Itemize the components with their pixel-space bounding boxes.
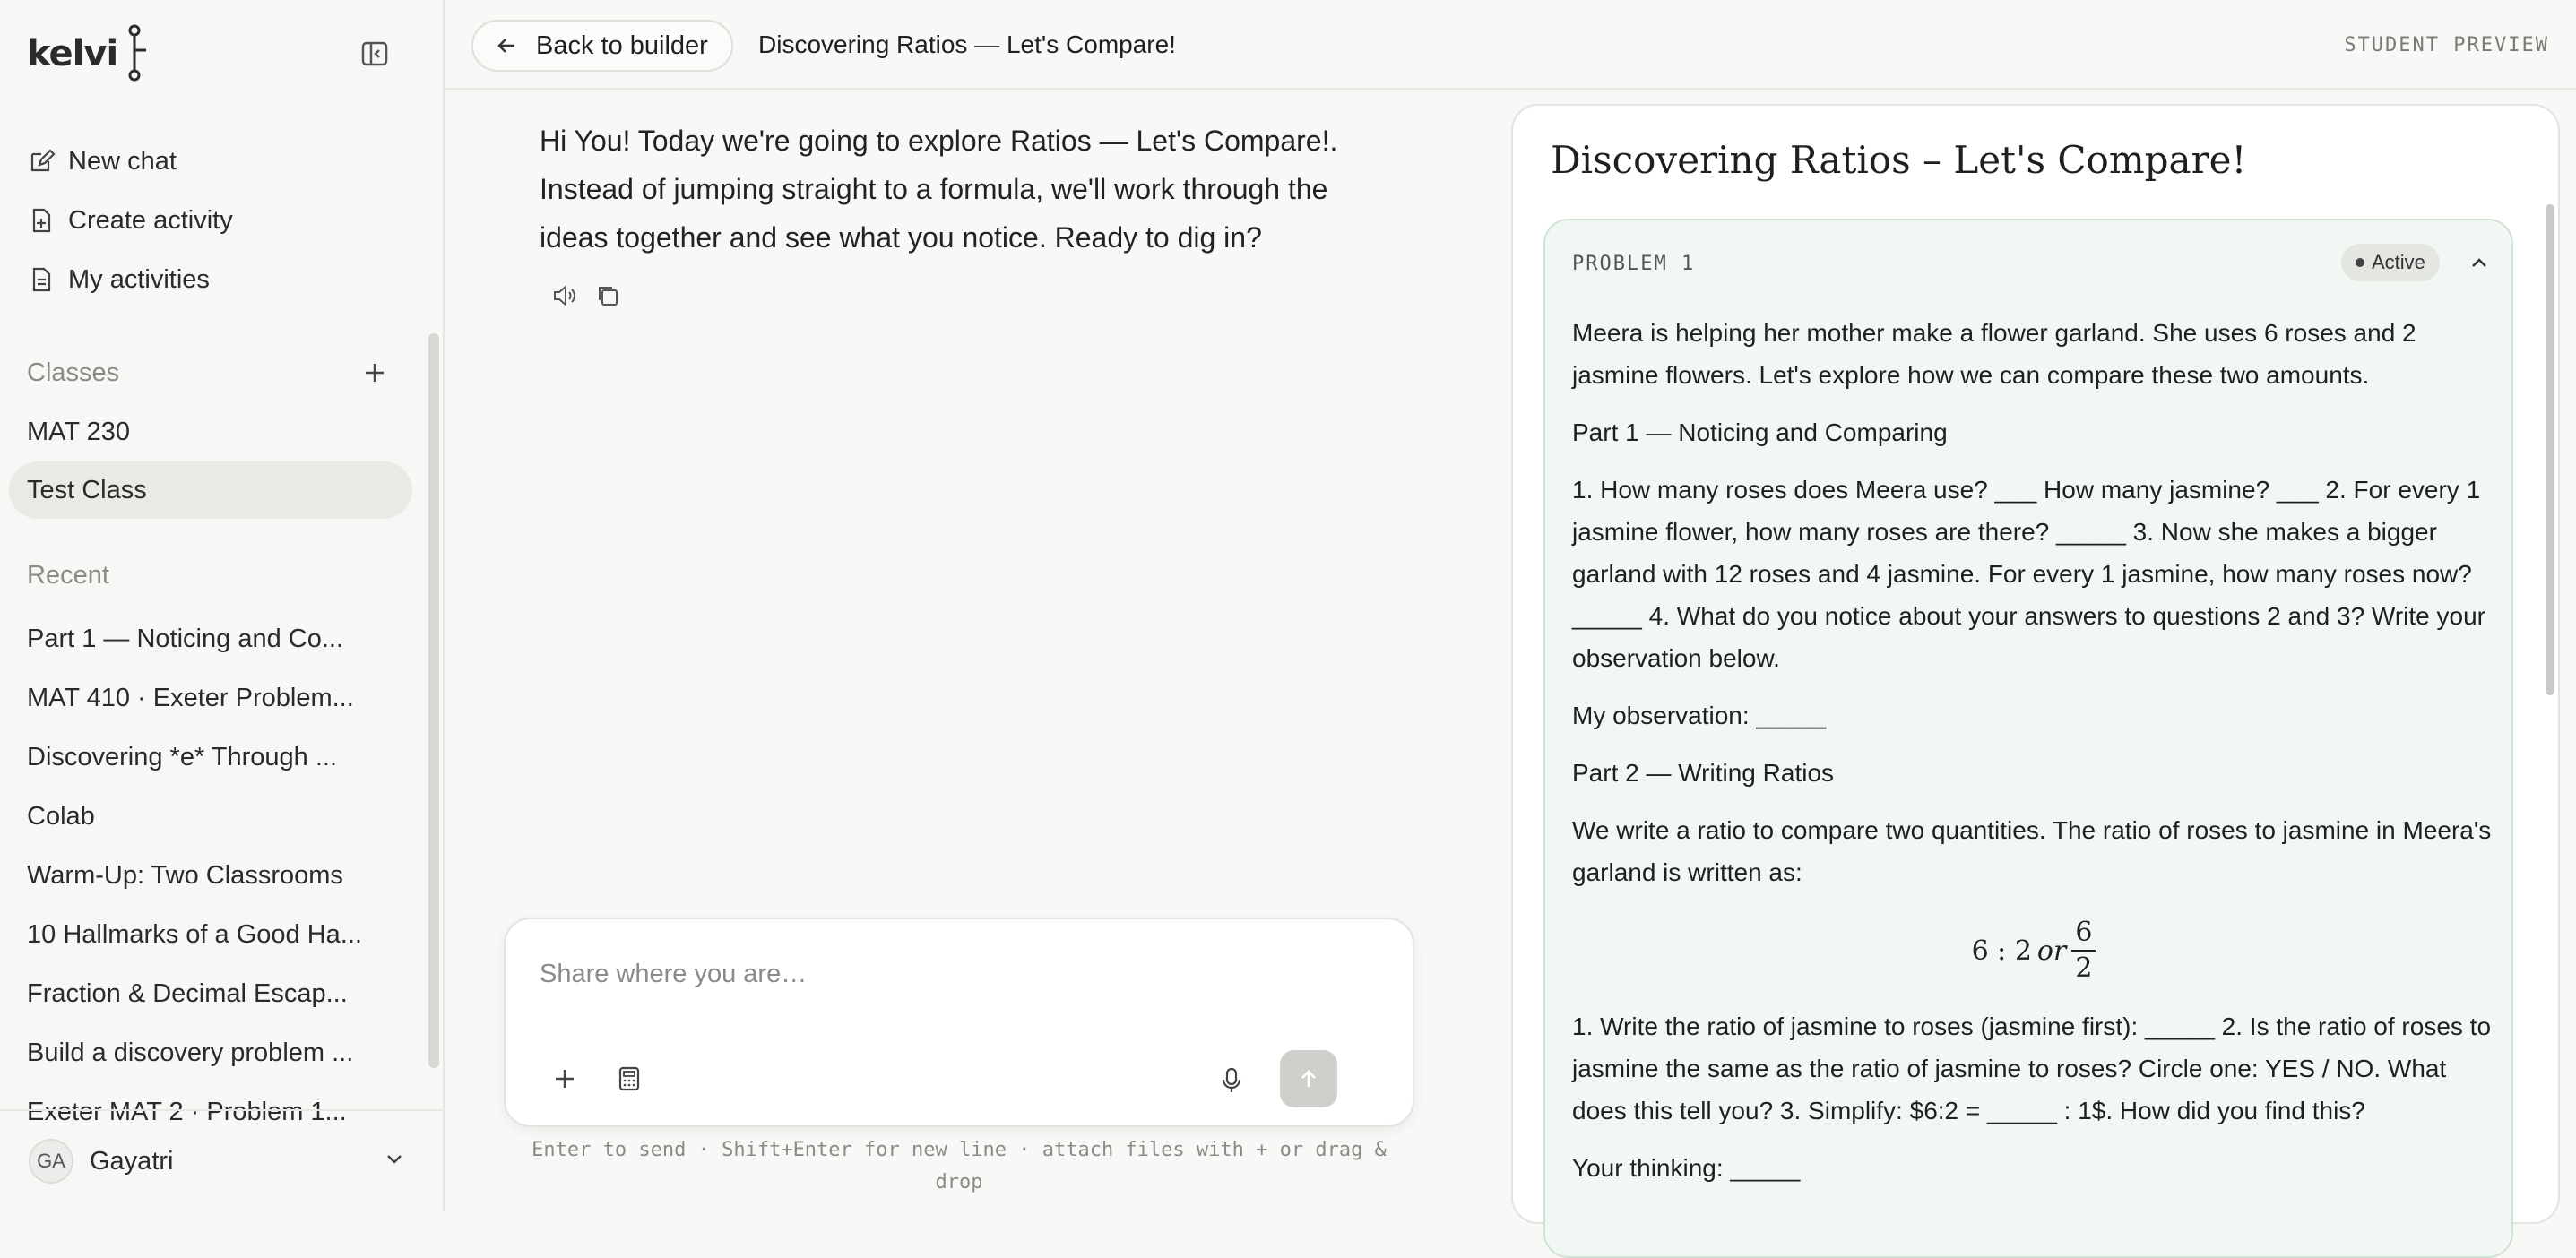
recent-heading: Recent [27,561,109,590]
microphone-icon [1220,1066,1243,1095]
add-class-button[interactable] [359,357,391,389]
class-item-test-class[interactable]: Test Class [9,461,412,519]
recent-item[interactable]: Build a discovery problem ... [27,1038,354,1067]
user-name: Gayatri [90,1146,174,1176]
voice-input-button[interactable] [1212,1061,1251,1100]
chevron-down-icon [382,1147,407,1172]
plus-icon [552,1066,577,1091]
edit-icon [27,147,56,176]
recent-item[interactable]: Colab [27,801,95,831]
speaker-icon [551,282,578,309]
activity-title: Discovering Ratios – Let's Compare! [1551,138,2247,182]
collapse-sidebar-button[interactable] [359,38,391,70]
kelvi-logo[interactable] [27,25,150,82]
recent-item[interactable]: Exeter MAT 2 · Problem 1... [27,1097,347,1126]
message-composer [504,918,1414,1127]
document-icon [27,265,56,294]
message-input[interactable] [540,952,1346,996]
logo-text: kelvi [27,33,118,74]
copy-icon [594,282,621,309]
plus-icon [363,361,386,384]
ratio-formula [1572,909,2495,993]
my-activities-link[interactable] [27,258,210,301]
fraction-denominator: 2 [2075,952,2093,984]
ratio-colon-form: 6 : 2 [1971,935,2032,967]
problem-label: PROBLEM 1 [1572,253,1696,275]
copy-button[interactable] [593,281,622,310]
status-badge [2341,244,2440,281]
recent-list [27,609,403,1126]
thinking-prompt: Your thinking: _____ [1572,1154,1801,1182]
calculator-icon [617,1065,642,1092]
recent-item[interactable]: Warm-Up: Two Classrooms [27,860,343,890]
create-activity-link[interactable] [27,199,233,242]
problem-body [1572,312,2495,1204]
observation-prompt: My observation: _____ [1572,702,1827,729]
calculator-button[interactable] [609,1059,649,1099]
top-bar [445,0,2576,90]
part1-heading: Part 1 — Noticing and Comparing [1572,418,1948,446]
ratio-or-text: or [2036,935,2067,967]
status-text: Active [2372,251,2425,273]
recent-item[interactable]: Discovering *e* Through ... [27,742,338,771]
part2-intro: We write a ratio to compare two quantities. The ratio of roses to jasmine in Meera's garland is written as: [1572,816,2492,886]
page-title: Discovering Ratios — Let's Compare! [758,30,1176,58]
class-item-mat-230[interactable]: MAT 230 [27,417,130,446]
problem-intro: Meera is helping her mother make a flower garland. She uses 6 roses and 2 jasmine flowers. Let's explore how we can compare these two amounts. [1572,319,2416,389]
problem-card [1543,219,2513,1258]
attach-button[interactable] [545,1059,584,1099]
recent-item[interactable]: Fraction & Decimal Escap... [27,978,348,1008]
classes-heading: Classes [27,358,120,387]
new-chat-link[interactable] [27,140,177,183]
sidebar [0,0,445,1211]
sidebar-toggle-icon [360,39,389,68]
composer-hint: Enter to send · Shift+Enter for new line · attach files with + or drag & drop [532,1139,1387,1193]
part2-questions: 1. Write the ratio of jasmine to roses (jasmine first): _____ 2. Is the ratio of roses to jasmine the same as the ratio of jasmine to roses? Circle one: YES / NO. What does this tell you? 3. Simplify: $6:2 = _____ : 1$. How did you find this? [1572,1012,2492,1124]
back-to-builder-label: Back to builder [536,30,708,60]
recent-item[interactable]: 10 Hallmarks of a Good Ha... [27,919,362,949]
my-activities-label: My activities [68,264,210,294]
student-preview-panel [1511,104,2560,1224]
part2-heading: Part 2 — Writing Ratios [1572,759,1835,787]
collapse-problem-button[interactable] [2463,247,2495,280]
recent-item[interactable]: MAT 410 · Exeter Problem... [27,683,354,712]
status-dot-icon [2356,258,2364,267]
user-menu[interactable] [0,1109,443,1211]
part1-questions: 1. How many roses does Meera use? ___ How many jasmine? ___ 2. For every 1 jasmine flower, how many roses are there? _____ 3. Now she makes a bigger garland with 12 roses and 4 jasmine. For every 1 jasmine, how many roses now? _____ 4. What do you notice about your answers to questions 2 and 3? Write your observation below. [1572,476,2485,672]
recent-item[interactable]: Part 1 — Noticing and Co... [27,624,343,653]
back-to-builder-button[interactable] [471,20,733,72]
read-aloud-button[interactable] [550,281,579,310]
ratio-fraction [2071,916,2096,986]
send-button[interactable] [1280,1050,1337,1107]
mode-badge: STUDENT PREVIEW [2344,34,2549,56]
message-actions [550,281,622,310]
new-chat-label: New chat [68,146,177,176]
arrow-left-icon [495,33,520,58]
file-plus-icon [27,206,56,235]
assistant-message: Hi You! Today we're going to explore Ratios — Let's Compare!. Instead of jumping straight to a formula, we'll work through the ideas together and see what you notice. Ready to dig in? [540,125,1338,254]
fraction-numerator: 6 [2071,916,2096,952]
avatar: GA [29,1139,73,1184]
create-activity-label: Create activity [68,205,233,235]
chevron-up-icon [2468,252,2491,275]
arrow-up-icon [1296,1066,1321,1091]
sidebar-scrollbar[interactable] [428,333,439,1068]
preview-scrollbar[interactable] [2546,204,2554,695]
logo-mark-icon [119,23,150,84]
